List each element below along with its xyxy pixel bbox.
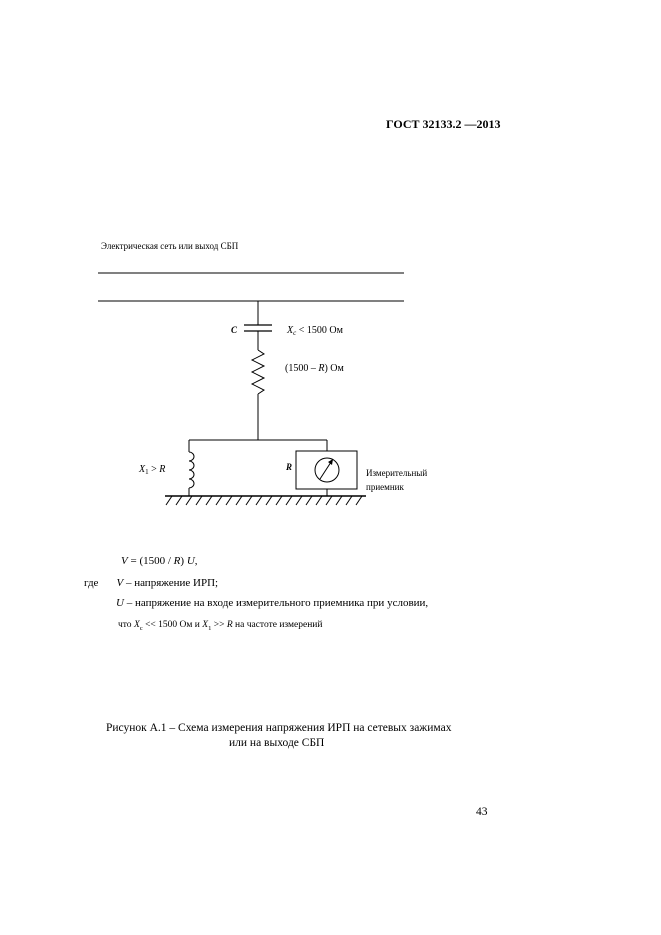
inductor-label: $X_1 > R$ [139,464,166,476]
receiver-label-line1: Измерительный [366,468,428,478]
formula-condition: что $X_c << 1500$ Ом и $X_1 >> R$ на частоте измерений [118,620,323,632]
formula-main: V = (1500 / R) U, [121,555,198,567]
capacitor-label: C [231,325,238,335]
receiver-label-line2: приемник [366,482,404,492]
receiver-box [296,451,357,489]
formula-where-v: где V – напряжение ИРП; [84,577,219,589]
figure-caption-line2: или на выходе СБП [229,737,325,749]
resistor-label: (1500 – R) Ом [285,363,344,374]
network-label: Электрическая сеть или выход СБП [101,241,239,251]
figure-caption-line1: Рисунок А.1 – Схема измерения напряжения ИРП на сетевых зажимах [106,722,452,734]
capacitor-reactance-label: $X_c < 1500$ Ом [287,325,343,337]
ground-hatching [166,496,362,505]
inductor [189,452,194,488]
meter-icon [315,458,339,482]
resistor [252,350,264,394]
standard-header: ГОСТ 32133.2 —2013 [386,117,501,131]
receiver-r-label: R [286,462,293,472]
page-number: 43 [476,806,488,818]
meter-arrowhead [328,459,333,465]
formula-where-u: U – напряжение на входе измерительного приемника при условии, [116,597,429,609]
